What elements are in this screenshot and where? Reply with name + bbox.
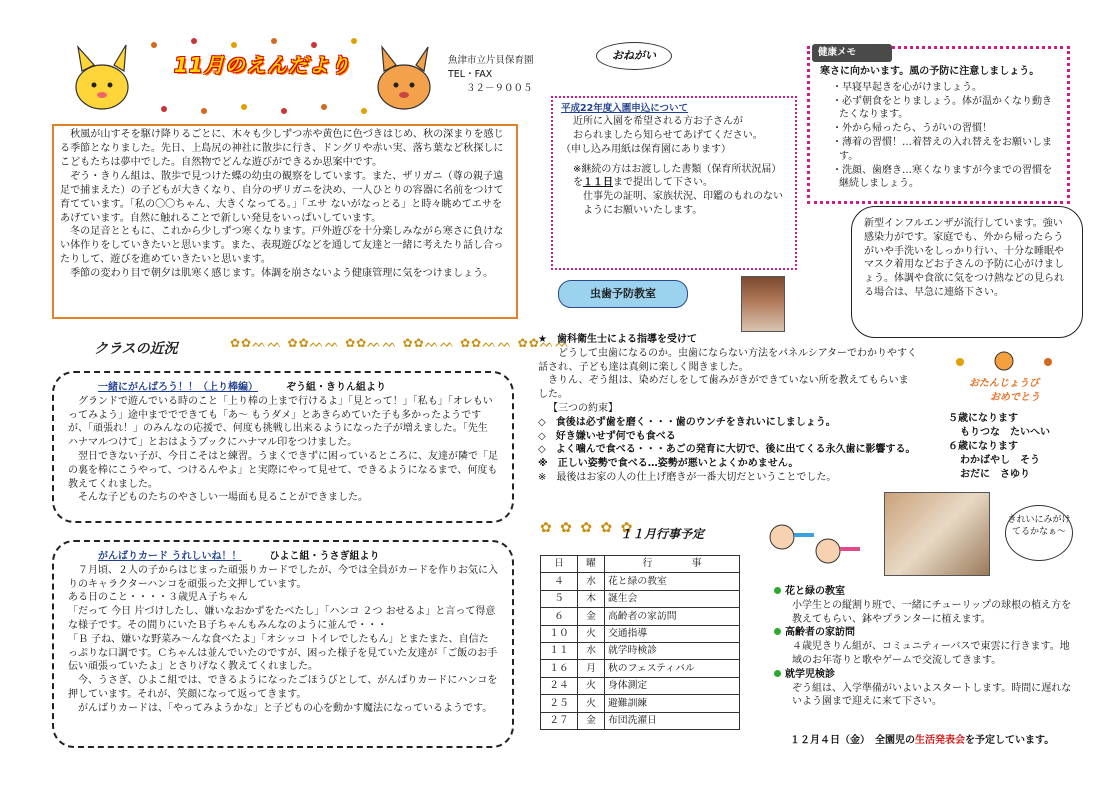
event-name: 布団洗濯日 <box>605 712 740 729</box>
table-row <box>541 608 740 625</box>
health-heading: 寒さに向かいます。風の予防に注意しましょう。 <box>820 66 1040 77</box>
school-info <box>448 54 534 95</box>
birthday-age-6: ６歳になります <box>948 440 1018 452</box>
report-paragraph: そんな子どものたちのやさしい一場面も見ることができました。 <box>78 492 368 504</box>
bullet-icon <box>774 628 781 635</box>
event-weekday: 水 <box>578 573 605 590</box>
intro-paragraph: ぞう・きりん組は、散歩で見つけた蝶の幼虫の観察をしています。また、ザリガニ（尊の親子遠足で捕まえた）の子どもが大きくなり、自分のザリガニを決め、一人ひとりの容器に名前をつけて育てています。「私の〇〇ちゃん、大きくなってる。」「エサ ないがなっとる」と時々眺めてエサをあげています。自然に触れることで新しい発見をいっぱいしています。 <box>60 170 504 224</box>
dental-heading: ★ 歯科衛生士による指導を受けて <box>538 334 697 345</box>
event-day: １１ <box>541 642 578 659</box>
promise-item: ◇ 好き嫌いせず何でも食べる <box>538 430 676 442</box>
title-banner <box>64 35 442 115</box>
dental-note: ※ 最後はお家の人の仕上げ磨きが一番大切だということでした。 <box>538 471 837 483</box>
report-paragraph: ある日のこと・・・・３歳児Ａ子ちゃん <box>68 592 248 604</box>
health-item: ・必ず朝食をとりましょう。体が温かくなり動きたくなります。 <box>832 95 1052 121</box>
table-row <box>541 712 740 729</box>
birthday-name: おだに さゆり <box>960 468 1030 480</box>
footer-date: １２月４日（金） 全園児の <box>790 735 915 746</box>
speech-bubble: きれいにみがけてるかなぁ～ <box>1005 505 1073 561</box>
footer-tail: を予定しています。 <box>965 735 1055 746</box>
flower-row-icon: ✿ ✿ ✿ ✿ ✿ <box>540 520 635 536</box>
onegai-line: 仕事先の証明、家族状況、印鑑のもれのないようにお願いいたします。 <box>583 191 783 216</box>
info-heading <box>774 668 1074 682</box>
events-header-row <box>541 556 740 573</box>
health-list <box>820 81 1057 191</box>
birthday-title-2: おめでとう <box>990 391 1040 403</box>
event-day: ２４ <box>541 677 578 694</box>
event-name: 身体測定 <box>605 677 740 694</box>
event-weekday: 水 <box>578 642 605 659</box>
onegai-deadline-date: １１日 <box>583 177 613 189</box>
info-body: ４歳児きりん組が、コミュニティーバスで東雲に行きます。地域のお年寄りと歌やゲームで交流してきます。 <box>792 641 1070 666</box>
toothbrushing-photo <box>884 492 990 576</box>
intro-paragraph: 秋風が山すそを駆け降りるごとに、木々も少しずつ赤や黄色に色づきはじめ、秋の深まりを感じる季節となりました。先日、上島尻の神社に散歩に行き、ドングリや赤い実、落ち葉など秋探しにこどもたちは夢中でした。自然物でどんな遊びができるか思案中です。 <box>60 129 504 168</box>
event-weekday: 木 <box>578 590 605 607</box>
onegai-line: おられましたら知らせてあげてください。 <box>573 129 763 141</box>
dental-class-banner: 虫歯予防教室 <box>558 280 688 308</box>
info-heading-text: 花と緑の教室 <box>785 586 845 597</box>
event-day: １６ <box>541 660 578 677</box>
event-day: ４ <box>541 573 578 590</box>
report-paragraph: がんばりカードは、「やってみようかな」と子どもの心を動かす魔法になっているようです。 <box>78 702 493 714</box>
event-weekday: 火 <box>578 625 605 642</box>
class-report-box-1 <box>52 371 514 523</box>
event-day: １０ <box>541 625 578 642</box>
intro-paragraph: 季節の変わり目で朝夕は肌寒く感じます。体調を崩さないよう健康管理に気をつけましょう。 <box>70 268 494 280</box>
health-item: ・外から帰ったら、うがいの習慣！ <box>832 123 992 135</box>
birthday-cake-icon <box>940 350 1068 372</box>
event-info <box>774 585 1074 709</box>
table-row <box>541 573 740 590</box>
flu-notice-bubble: 新型インフルエンザが流行しています。強い感染力がです。家庭でも、外から帰ったらうがいや手洗いをしっかり行い、十分な睡眠やマスク着用などお子さんの予防に心がけましょう。体調や食欲に気をつけ熱などの見られる場合は、早急に連絡下さい。 <box>851 206 1083 338</box>
dental-teacher-photo <box>741 276 785 332</box>
table-row <box>541 660 740 677</box>
promise-title: 【三つの約束】 <box>548 402 618 414</box>
event-day: ２５ <box>541 695 578 712</box>
event-name: 秋のフェスティバル <box>605 660 740 677</box>
class-section-title: クラスの近況 <box>94 341 178 357</box>
table-row <box>541 677 740 694</box>
event-name: 高齢者の家訪問 <box>605 608 740 625</box>
tel-label: TEL・FAX <box>448 68 493 80</box>
health-memo-tag: 健康メモ <box>812 44 892 62</box>
health-item: ・早寝早起きを心がけましょう。 <box>832 81 982 93</box>
onegai-line <box>561 163 787 191</box>
events-table <box>540 555 740 730</box>
fox-left-icon <box>76 45 128 109</box>
onegai-box <box>551 96 797 270</box>
event-day: ５ <box>541 590 578 607</box>
bullet-icon <box>774 670 781 677</box>
birthday-title-1: おたんじょうび <box>969 377 1039 389</box>
event-name: 避難訓練 <box>605 695 740 712</box>
dental-note: ※ 正しい姿勢で食べる…姿勢が悪いとよくかめません。 <box>538 458 799 470</box>
info-heading <box>774 585 1074 599</box>
event-name: 誕生会 <box>605 590 740 607</box>
info-heading-text: 就学児検診 <box>785 668 835 680</box>
report-paragraph: ７月頃、２人の子からはじまった頑張りカードでしたが、今では全員がカードを作りお気に入りのキャラクターハンコを頑張った文押しています。 <box>68 564 498 590</box>
intro-paragraph: 冬の足音とともに、これから少しずつ寒くなります。戸外遊びを十分楽しみながら寒さに負けない体作りをしていきたいと思います。また、表現遊びなどを通して友達と一緒に考えたり話し合ったりして、遊びを進めていきたいと思います。 <box>60 226 504 266</box>
info-heading <box>774 626 1074 640</box>
onegai-line: （申し込み用紙は保育園にあります） <box>561 143 731 155</box>
event-day: ２７ <box>541 712 578 729</box>
report-paragraph: 「Ｂ 子ね、嫌いな野菜み～んな食べたよ」「オシッコ トイレでしたもん」とまたまた、自信たっぷりな口調です。Ｃちゃんは並んでいたのですが、困った様子を見ていた友達が「ご飯のお手伝い頑張っていたよ」とさりげなく教えてくれました。 <box>68 633 498 673</box>
event-weekday: 火 <box>578 677 605 694</box>
events-header: 曜 <box>578 556 605 573</box>
info-body: 小学生との縦割り班で、一緒にチューリップの球根の植え方を教えてもらい、鉢やプランターに植えます。 <box>792 599 1072 625</box>
tel-number: ３２－９００５ <box>466 82 533 94</box>
birthday-name: わかばやし そう <box>960 454 1040 466</box>
info-body: ぞう組は、入学準備がいよいよスタートします。時間に遅れないよう園まで迎えに来て下さい。 <box>792 682 1072 708</box>
onegai-deadline-text: ※継続の方はお渡しした書類（保育所状況届）を <box>573 163 782 189</box>
intro-box <box>52 124 518 319</box>
table-row <box>541 695 740 712</box>
onegai-deadline-tail: まで提出して下さい。 <box>613 177 713 189</box>
kids-toothbrush-icon <box>760 515 870 575</box>
report-heading <box>68 550 498 564</box>
report-paragraph: 翌日できない子が、今日こそはと練習。うまくできずに困っているところに、友達が隣で「足の裏を棒にこうやって、つけるんやよ」と実際にやって見せて、できるようになるまで、何度も教えてくれました。 <box>68 450 498 490</box>
footer-highlight: 生活発表会 <box>915 735 965 746</box>
table-row <box>541 590 740 607</box>
flower-divider-icon: ✿✿ᨓᨓ ✿✿ᨓᨓ ✿✿ᨓᨓ ✿✿ᨓᨓ ✿✿ᨓᨓ ✿✿ᨓᨓ <box>230 336 571 350</box>
event-day: ６ <box>541 608 578 625</box>
event-name: 就学時検診 <box>605 642 740 659</box>
bullet-icon <box>774 587 781 594</box>
promise-item: ◇ よく噛んで食べる・・・あごの発育に大切で、後に出てくる永久歯に影響する。 <box>538 444 916 456</box>
report-title: がんばりカード うれしいね！！ <box>98 551 242 562</box>
event-name: 花と緑の教室 <box>605 573 740 590</box>
health-item: ・洗顔、歯磨き…寒くなりますが今までの習慣を継続しましょう。 <box>832 164 1052 190</box>
event-weekday: 火 <box>578 695 605 712</box>
onegai-heading: 平成22年度入園申込について <box>561 103 689 114</box>
table-row <box>541 642 740 659</box>
school-name: 魚津市立片貝保育園 <box>448 55 534 66</box>
report-classes: ひよこ組・うさぎ組より <box>269 551 380 562</box>
events-header: 行 事 <box>605 556 740 573</box>
onegai-label: おねがい <box>596 42 672 70</box>
dental-report <box>538 333 918 485</box>
event-weekday: 金 <box>578 712 605 729</box>
health-memo-box <box>807 46 1070 204</box>
newsletter-title: 11月のえんだより <box>174 53 351 77</box>
birthday-box <box>940 350 1068 515</box>
health-item: ・薄着の習慣！…着替えの入れ替えをお願いします。 <box>832 136 1052 162</box>
class-report-box-2 <box>52 540 514 748</box>
birthday-name: もりつな たいへい <box>960 427 1050 439</box>
events-title: １１月行事予定 <box>620 527 705 541</box>
report-classes: ぞう組・きりん組より <box>286 382 386 393</box>
fox-right-icon <box>378 47 430 109</box>
report-paragraph: 今、うさぎ、ひよこ組では、できるようになったごほうびとして、がんばりカードにハンコを押しています。それが、笑顔になって返ってきます。 <box>68 675 498 700</box>
dental-paragraph: どうして虫歯になるのか。虫歯にならない方法をパネルシアターでわかりやすく話され、子ども達は真剣に楽しく聞きました。 <box>538 347 918 373</box>
dental-paragraph: きりん、ぞう組は、染めだしをして歯みがきができていない所を教えてもらいました。 <box>538 375 909 401</box>
events-header: 日 <box>541 556 578 573</box>
promise-item: ◇ 食後は必ず歯を磨く・・・歯のウンチをきれいにしましょう。 <box>538 416 836 428</box>
report-heading <box>68 381 498 395</box>
report-title: 一緒にがんばろう！！（上り棒編） <box>98 382 258 393</box>
report-paragraph: グランドで遊んでいる時のこと「上り棒の上まで行けるよ」「見とって！」「私も」「オレもいってみよう」途中まででできても「あ～ もうダメ」とあきらめていた子も多かったようですが、「頑張れ！」のみんなの応援で、何度も挑戦し出来るようになった子が増えました。「先生 ハナマルつけて」とおはようブックにハナマル印をつけました。 <box>68 395 493 449</box>
onegai-line: 近所に入園を希望される方お子さんが <box>573 116 743 128</box>
table-row <box>541 625 740 642</box>
event-name: 交通指導 <box>605 625 740 642</box>
info-heading-text: 高齢者の家訪問 <box>785 627 855 639</box>
event-weekday: 金 <box>578 608 605 625</box>
footer-note <box>790 734 1054 748</box>
report-paragraph: 「だって 今日 片づけしたし、嫌いなおかずをたべたし」「ハンコ ２つ おせるよ」と言って得意な様子です。その間りにいたＢ子ちゃんもみんなのように並んで・・・ <box>68 606 496 631</box>
event-weekday: 月 <box>578 660 605 677</box>
birthday-age-5: ５歳になります <box>948 413 1018 425</box>
